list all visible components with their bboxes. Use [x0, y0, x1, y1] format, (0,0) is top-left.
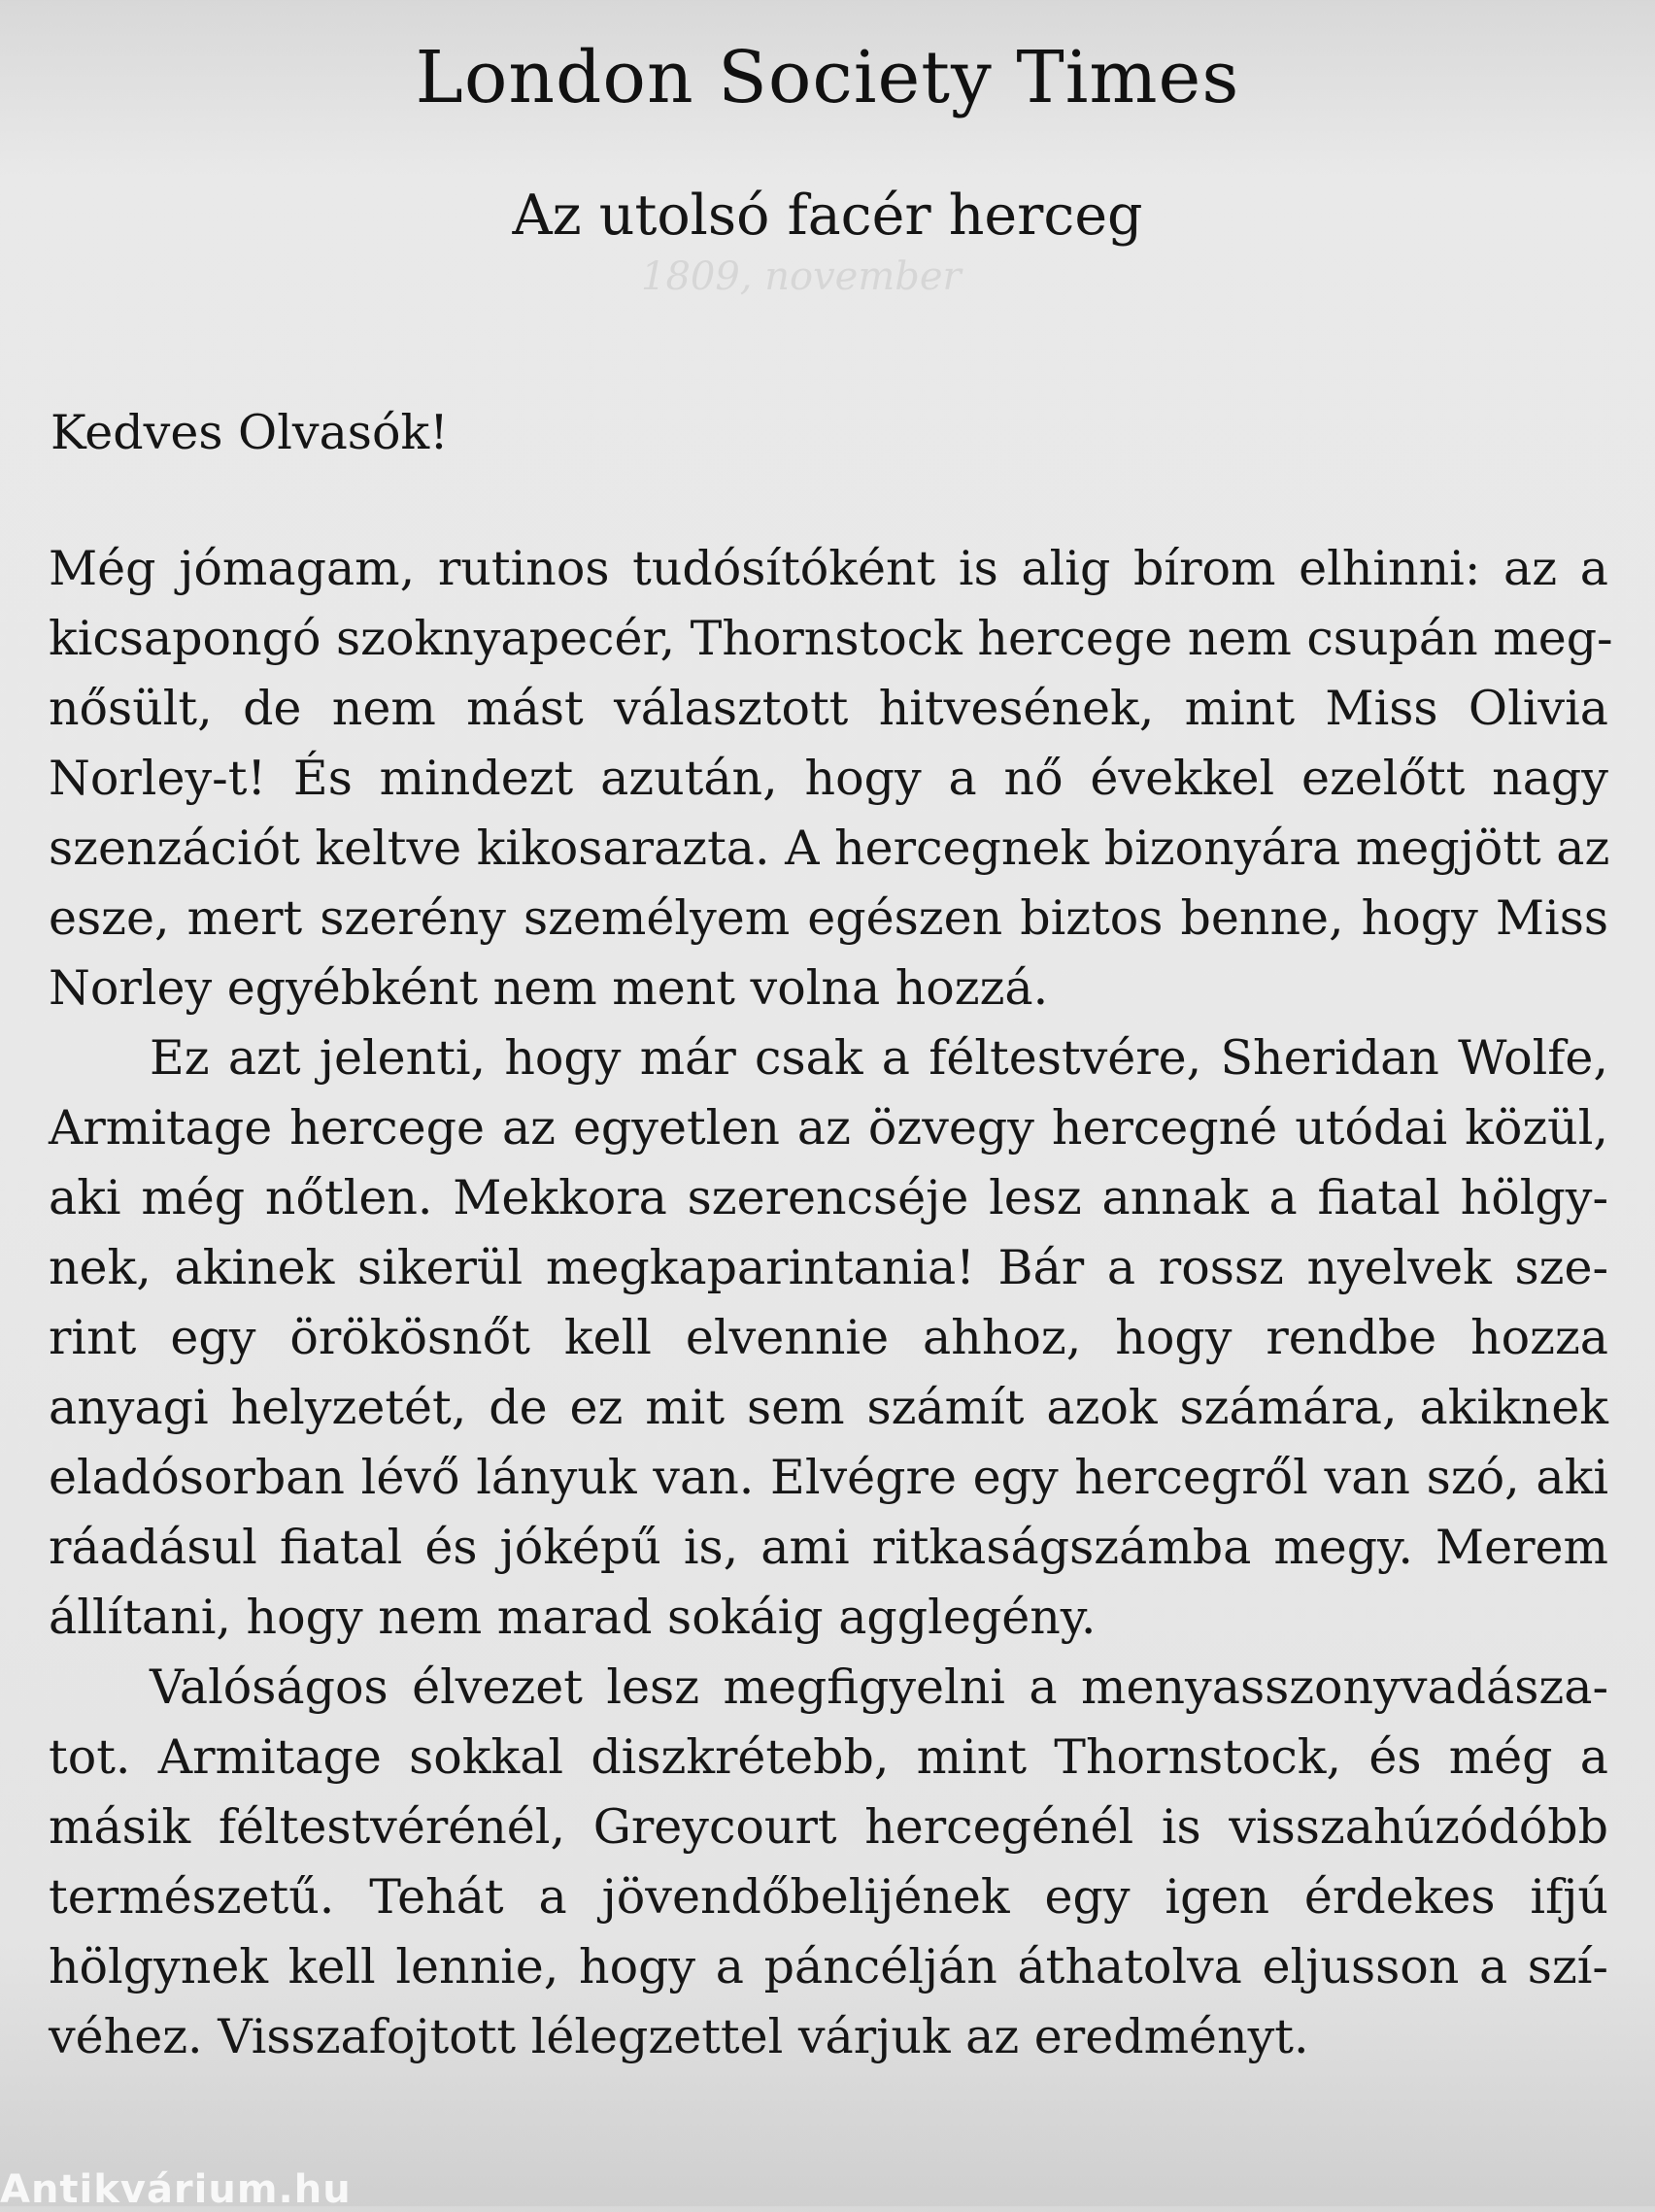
text-line: Armitage hercege az egyetlen az özvegy hercegné utódai közül, — [49, 1100, 1608, 1156]
text-line: szenzációt keltve kikosarazta. A hercegnek bizonyára megjött az — [49, 821, 1610, 876]
article-body — [49, 534, 1613, 2072]
text-line: nősült, de nem mást választott hitvesének, mint Miss Olivia — [49, 681, 1608, 736]
text-line: rint egy örökösnőt kell elvennie ahhoz, hogy rendbe hozza — [49, 1310, 1608, 1365]
headline: Az utolsó facér herceg — [512, 184, 1143, 248]
masthead-title: London Society Times — [415, 36, 1240, 119]
text-line: Norley-t! És mindezt azután, hogy a nő évekkel ezelőtt nagy — [49, 751, 1608, 806]
text-line: ráadásul fiatal és jóképű is, ami ritkaságszámba megy. Merem — [49, 1520, 1608, 1575]
text-line: másik féltestvérénél, Greycourt hercegénél is visszahúzódóbb — [49, 1799, 1608, 1855]
text-line: esze, mert szerény személyem egészen biztos benne, hogy Miss — [49, 890, 1608, 946]
text-line: állítani, hogy nem marad sokáig agglegény. — [49, 1590, 1097, 1645]
text-line: Norley egyébként nem ment volna hozzá. — [49, 960, 1049, 1016]
paragraph — [49, 1023, 1608, 1653]
text-line: Valóságos élvezet lesz megfigyelni a menyasszonyvadásza- — [150, 1659, 1608, 1715]
text-line: tot. Armitage sokkal diszkrétebb, mint Thornstock, és még a — [49, 1729, 1608, 1785]
text-line: aki még nőtlen. Mekkora szerencséje lesz annak a fiatal hölgy- — [49, 1170, 1608, 1225]
text-line: véhez. Visszafojtott lélegzettel várjuk az eredményt. — [49, 2009, 1309, 2064]
paragraph — [49, 534, 1613, 1023]
text-line: nek, akinek sikerül megkaparintania! Bár a rossz nyelvek sze- — [49, 1240, 1608, 1295]
watermark: Antikvárium.hu — [0, 2167, 352, 2212]
text-line: természetű. Tehát a jövendőbelijének egy igen érdekes ifjú — [49, 1869, 1608, 1925]
text-line: kicsapongó szoknyapecér, Thornstock hercege nem csupán meg- — [49, 611, 1613, 666]
text-line: Még jómagam, rutinos tudósítóként is alig bírom elhinni: az a — [49, 541, 1608, 596]
bleed-through-date: 1809, november — [641, 254, 962, 299]
text-line: eladósorban lévő lányuk van. Elvégre egy hercegről van szó, aki — [49, 1450, 1608, 1505]
text-line: hölgynek kell lennie, hogy a páncélján áthatolva eljusson a szí- — [49, 1939, 1608, 1994]
text-line: anyagi helyzetét, de ez mit sem számít azok számára, akiknek — [49, 1380, 1608, 1435]
text-line: Ez azt jelenti, hogy már csak a féltestvére, Sheridan Wolfe, — [150, 1030, 1608, 1086]
paragraph — [49, 1653, 1608, 2072]
salutation: Kedves Olvasók! — [51, 405, 449, 460]
